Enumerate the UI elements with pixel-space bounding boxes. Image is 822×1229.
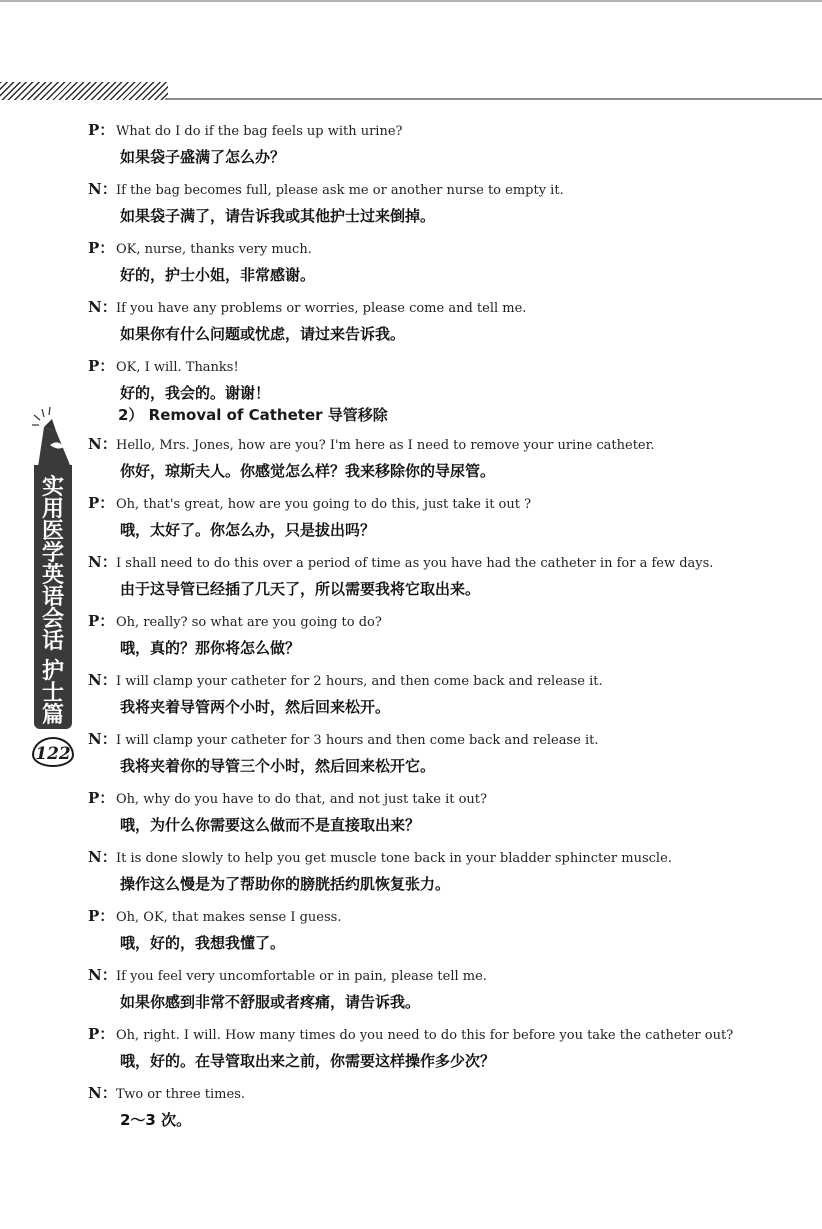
speaker-label: P： — [88, 239, 115, 257]
chinese-translation: 由于这导管已经插了几天了，所以需要我将它取出来。 — [120, 580, 481, 598]
dialogue-line — [86, 786, 746, 837]
dialogue-line — [86, 904, 746, 955]
chinese-translation: 哦，好的。在导管取出来之前，你需要这样操作多少次？ — [120, 1052, 496, 1070]
book-title-char: 用 — [41, 497, 64, 522]
dialogue-line — [86, 727, 746, 778]
dialogue-line — [86, 609, 746, 660]
chinese-translation: 哦，为什么你需要这么做而不是直接取出来？ — [120, 816, 421, 834]
dialogue-section-1 — [86, 118, 746, 413]
section-heading: 2） Removal of Catheter 导管移除 — [118, 406, 388, 424]
book-title-vertical — [34, 477, 72, 653]
chinese-translation: 我将夹着你的导管三个小时，然后回来松开它。 — [120, 757, 436, 775]
chinese-translation: 好的，我会的。谢谢！ — [120, 384, 271, 402]
chinese-translation: 哦，太好了。你怎么办，只是拔出吗？ — [120, 521, 376, 539]
speaker-label: N： — [88, 848, 117, 866]
header-rule — [165, 98, 822, 100]
chinese-translation: 如果袋子满了，请告诉我或其他护士过来倒掉。 — [120, 207, 436, 225]
english-text: OK, I will. Thanks! — [116, 360, 239, 375]
book-subtitle-char: 护 — [41, 659, 64, 684]
top-rule — [0, 0, 822, 2]
speaker-label: P： — [88, 907, 115, 925]
speaker-label: N： — [88, 553, 117, 571]
speaker-label: P： — [88, 1025, 115, 1043]
speaker-label: P： — [88, 789, 115, 807]
chinese-translation: 我将夹着导管两个小时，然后回来松开。 — [120, 698, 391, 716]
speaker-label: N： — [88, 1084, 117, 1102]
book-subtitle-char: 篇 — [41, 703, 64, 728]
torch-icon — [30, 405, 76, 469]
book-title-char: 医 — [41, 519, 64, 544]
chinese-translation: 如果你有什么问题或忧虑，请过来告诉我。 — [120, 325, 406, 343]
english-text: I shall need to do this over a period of time as you have had the catheter in for a few days. — [116, 556, 714, 571]
chinese-translation: 2～3 次。 — [120, 1111, 192, 1129]
chinese-translation: 操作这么慢是为了帮助你的膀胱括约肌恢复张力。 — [120, 875, 451, 893]
english-text: Oh, really? so what are you going to do? — [116, 615, 382, 630]
speaker-label: N： — [88, 671, 117, 689]
book-title-char: 语 — [41, 585, 64, 610]
chinese-translation: 哦，真的？那你将怎么做？ — [120, 639, 301, 657]
dialogue-line — [86, 668, 746, 719]
english-text: If you feel very uncomfortable or in pain, please tell me. — [116, 969, 487, 984]
book-title-char: 英 — [41, 563, 64, 588]
english-text: Oh, that's great, how are you going to do this, just take it out ? — [116, 497, 532, 512]
dialogue-line — [86, 1022, 746, 1073]
book-subtitle-char: 士 — [41, 681, 64, 706]
speaker-label: P： — [88, 612, 115, 630]
chinese-translation: 好的，护士小姐，非常感谢。 — [120, 266, 316, 284]
speaker-label: N： — [88, 966, 117, 984]
english-text: OK, nurse, thanks very much. — [116, 242, 312, 257]
speaker-label: N： — [88, 730, 117, 748]
book-title-char: 学 — [41, 541, 64, 566]
dialogue-line — [86, 845, 746, 896]
english-text: Two or three times. — [116, 1087, 246, 1102]
speaker-label: N： — [88, 298, 117, 316]
header-hatch-decoration — [0, 82, 168, 100]
dialogue-line — [86, 550, 746, 601]
english-text: Oh, why do you have to do that, and not just take it out? — [116, 792, 487, 807]
page-number: 122 — [32, 737, 74, 767]
chinese-translation: 如果你感到非常不舒服或者疼痛，请告诉我。 — [120, 993, 421, 1011]
sidebar-title-block — [34, 465, 72, 729]
chinese-translation: 如果袋子盛满了怎么办？ — [120, 148, 286, 166]
dialogue-line — [86, 295, 746, 346]
speaker-label: P： — [88, 121, 115, 139]
chinese-translation: 哦，好的，我想我懂了。 — [120, 934, 286, 952]
dialogue-line — [86, 118, 746, 169]
english-text: What do I do if the bag feels up with urine? — [116, 124, 403, 139]
speaker-label: N： — [88, 435, 117, 453]
english-text: It is done slowly to help you get muscle tone back in your bladder sphincter muscle. — [116, 851, 672, 866]
book-title-char: 会 — [41, 607, 64, 632]
dialogue-line — [86, 177, 746, 228]
dialogue-line — [86, 236, 746, 287]
english-text: If the bag becomes full, please ask me or another nurse to empty it. — [116, 183, 564, 198]
english-text: Oh, right. I will. How many times do you need to do this for before you take the catheter out? — [116, 1028, 734, 1043]
speaker-label: N： — [88, 180, 117, 198]
dialogue-section-2 — [86, 402, 746, 1140]
english-text: I will clamp your catheter for 2 hours, and then come back and release it. — [116, 674, 603, 689]
dialogue-line — [86, 354, 746, 405]
english-text: Oh, OK, that makes sense I guess. — [116, 910, 342, 925]
dialogue-line — [86, 491, 746, 542]
book-title-char: 实 — [41, 475, 64, 500]
english-text: Hello, Mrs. Jones, how are you? I'm here as I need to remove your urine catheter. — [116, 438, 655, 453]
book-title-char: 话 — [41, 629, 64, 654]
dialogue-line — [86, 1081, 746, 1132]
speaker-label: P： — [88, 357, 115, 375]
english-text: If you have any problems or worries, please come and tell me. — [116, 301, 527, 316]
english-text: I will clamp your catheter for 3 hours and then come back and release it. — [116, 733, 599, 748]
sidebar-banner — [30, 405, 76, 775]
book-subtitle-vertical — [34, 661, 72, 727]
chinese-translation: 你好，琼斯夫人。你感觉怎么样？我来移除你的导尿管。 — [120, 462, 496, 480]
dialogue-line — [86, 963, 746, 1014]
dialogue-line — [86, 432, 746, 483]
speaker-label: P： — [88, 494, 115, 512]
